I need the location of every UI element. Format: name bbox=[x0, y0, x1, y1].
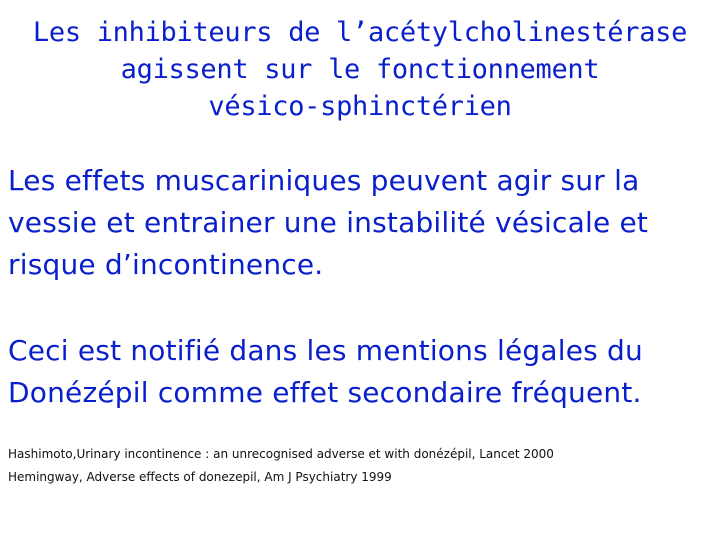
paragraph-2-line-2: Donézépil comme effet secondaire fréquent. bbox=[8, 376, 642, 409]
paragraph-muscarinic-effects bbox=[8, 160, 712, 286]
paragraph-1-line-1: Les effets muscariniques peuvent agir sur la bbox=[8, 164, 640, 197]
slide-title-line-2: agissent sur le fonctionnement bbox=[120, 54, 600, 85]
slide-title bbox=[20, 14, 700, 125]
paragraph-legal-notice bbox=[8, 330, 712, 414]
paragraph-2-line-1: Ceci est notifié dans les mentions légales du bbox=[8, 334, 643, 367]
paragraph-1-line-2: vessie et entrainer une instabilité vésicale et bbox=[8, 206, 649, 239]
reference-item: Hemingway, Adverse effects of donezepil, Am J Psychiatry 1999 bbox=[8, 470, 392, 484]
references bbox=[8, 443, 712, 489]
slide-title-line-3: vésico-sphinctérien bbox=[208, 91, 512, 122]
slide-title-line-1: Les inhibiteurs de l’acétylcholinestérase bbox=[32, 17, 688, 48]
paragraph-1-line-3: risque d’incontinence. bbox=[8, 248, 324, 281]
reference-item: Hashimoto,Urinary incontinence : an unrecognised adverse et with donézépil, Lancet 2000 bbox=[8, 447, 554, 461]
